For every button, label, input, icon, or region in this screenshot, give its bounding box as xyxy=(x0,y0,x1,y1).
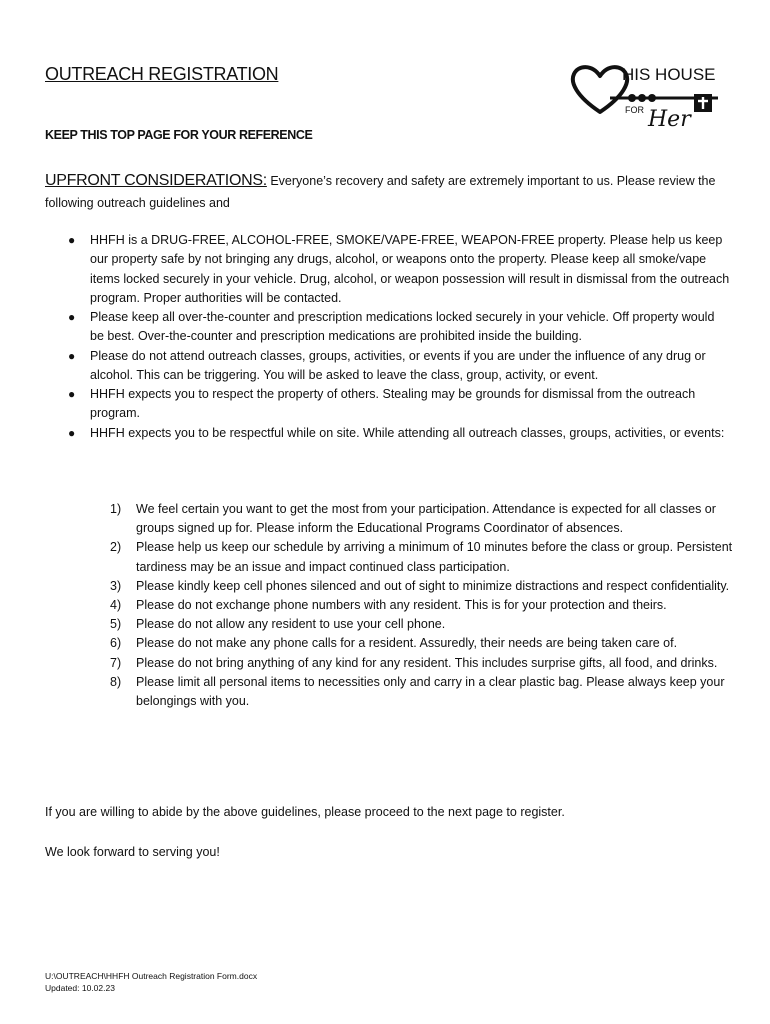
document-footer xyxy=(45,970,257,994)
intro-paragraph xyxy=(45,170,735,214)
section-heading: UPFRONT CONSIDERATIONS: xyxy=(45,172,267,189)
guidelines-list xyxy=(68,231,730,443)
item-text: Please do not bring anything of any kind for any resident. This includes surprise gifts, all food, and drinks. xyxy=(136,655,718,670)
item-number: 2) xyxy=(110,540,122,555)
logo-script: Her xyxy=(648,107,691,132)
logo-title: HIS HOUSE xyxy=(622,65,716,84)
bullet-icon: ● xyxy=(68,233,76,247)
numbered-item xyxy=(110,673,736,711)
updated-date: Updated: 10.02.23 xyxy=(45,983,115,993)
item-number: 4) xyxy=(110,598,122,613)
page-title: OUTREACH REGISTRATION xyxy=(45,64,279,84)
item-number: 7) xyxy=(110,655,122,670)
file-path: U:\OUTREACH\HHFH Outreach Registration Form.docx xyxy=(45,971,258,981)
numbered-item xyxy=(110,577,736,596)
bullet-icon: ● xyxy=(68,425,76,440)
list-item xyxy=(68,424,730,443)
item-number: 5) xyxy=(110,617,122,632)
item-text: Please do not exchange phone numbers with any resident. This is for your protection and theirs. xyxy=(136,598,667,613)
intro-text: Everyone’s recovery and safety are extremely important to us. Please review the following outreach guidelines and xyxy=(45,174,716,210)
proceed-instruction: If you are willing to abide by the above guidelines, please proceed to the next page to register. xyxy=(45,805,565,819)
item-text: Please limit all personal items to necessities only and carry in a clear plastic bag. Please always keep your belongings with you. xyxy=(136,674,725,709)
bullet-icon: ● xyxy=(68,348,76,363)
item-text: We feel certain you want to get the most from your participation. Attendance is expected for all classes or groups signed up for. Please inform the Educational Programs Coordinator of absences. xyxy=(136,502,716,536)
item-number: 8) xyxy=(110,674,122,689)
item-number: 6) xyxy=(110,636,122,651)
item-text: Please do not allow any resident to use your cell phone. xyxy=(136,617,446,632)
bullet-icon: ● xyxy=(68,387,76,401)
numbered-item xyxy=(110,538,736,576)
list-item xyxy=(68,347,730,386)
list-item xyxy=(68,231,730,308)
his-house-logo xyxy=(570,60,730,132)
bullet-text: Please do not attend outreach classes, groups, activities, or events if you are under the influence of any drug or alcohol. This can be triggering. You will be asked to leave the class, group, activity, or event. xyxy=(90,348,706,382)
list-item xyxy=(68,385,730,424)
bullet-icon: ● xyxy=(68,310,76,324)
item-text: Please help us keep our schedule by arriving a minimum of 10 minutes before the class or group. Persistent tardiness may be an issue and impact continued class participation. xyxy=(136,540,733,574)
numbered-item xyxy=(110,634,736,653)
bullet-text: HHFH expects you to be respectful while on site. While attending all outreach classes, groups, activities, or events: xyxy=(90,425,725,440)
numbered-item xyxy=(110,654,736,673)
closing-line: We look forward to serving you! xyxy=(45,845,220,859)
item-text: Please do not make any phone calls for a resident. Assuredly, their needs are being taken care of. xyxy=(136,636,678,651)
onsite-rules-list xyxy=(110,500,736,711)
keep-page-notice: KEEP THIS TOP PAGE FOR YOUR REFERENCE xyxy=(45,128,313,142)
bullet-text: Please keep all over-the-counter and prescription medications locked securely in your vehicle. Off property would be best. Over-the-counter and prescription medications are prohibited inside the building. xyxy=(90,310,715,344)
bullet-text: HHFH is a DRUG-FREE, ALCOHOL-FREE, SMOKE/VAPE-FREE, WEAPON-FREE property. Please help us keep our property safe by not bringing any drugs, alcohol, or weapons onto the property. Please keep all smoke/vape items locked securely in your vehicle. Drug, alcohol, or weapon possession will result in dismissal from the outreach program. Proper authorities will be contacted. xyxy=(90,233,730,305)
numbered-item xyxy=(110,615,736,634)
numbered-item xyxy=(110,500,736,538)
list-item xyxy=(68,308,730,347)
item-number: 3) xyxy=(110,578,122,593)
numbered-item xyxy=(110,596,736,615)
item-number: 1) xyxy=(110,502,122,516)
logo-for: FOR xyxy=(625,105,644,115)
item-text: Please kindly keep cell phones silenced and out of sight to minimize distractions and respect confidentiality. xyxy=(136,578,730,593)
bullet-text: HHFH expects you to respect the property of others. Stealing may be grounds for dismissal from the outreach program. xyxy=(90,387,696,421)
